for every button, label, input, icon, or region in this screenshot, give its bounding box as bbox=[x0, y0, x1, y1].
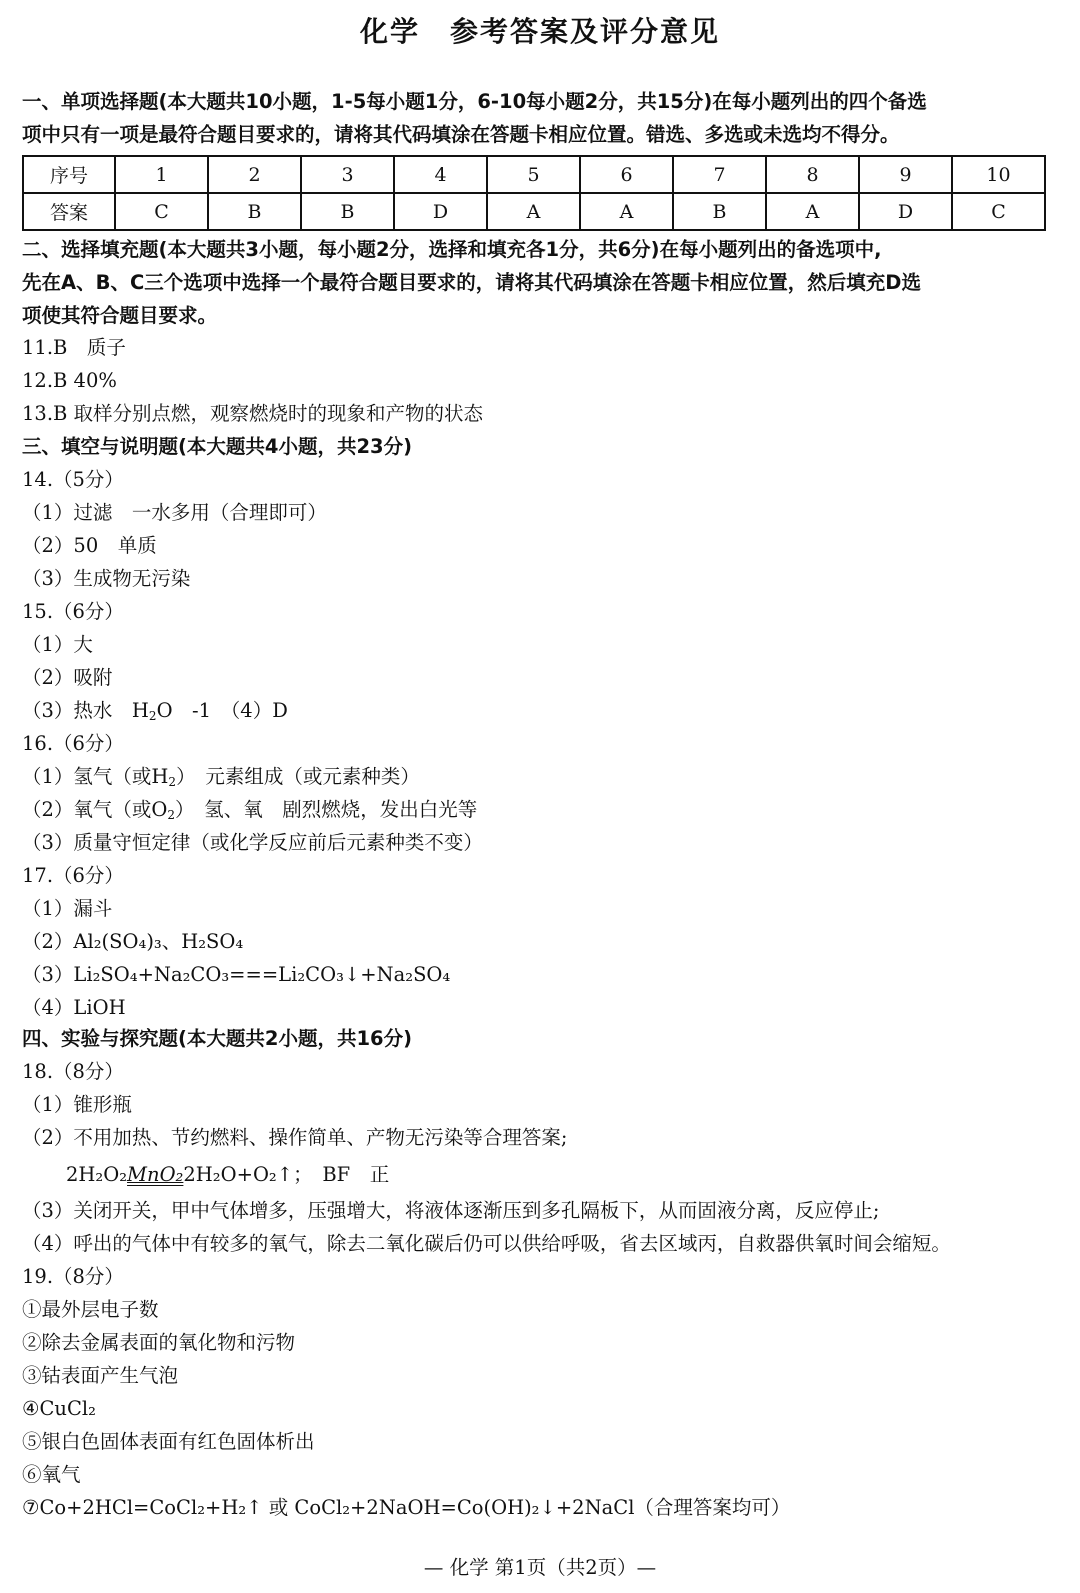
section2-heading-line3: 项使其符合题目要求。 bbox=[22, 304, 218, 327]
q14-heading: 14.（5分） bbox=[22, 468, 124, 491]
q17-answer-3: （3）Li₂SO₄+Na₂CO₃===Li₂CO₃↓+Na₂SO₄ bbox=[22, 963, 451, 986]
q18-answer-1: （1）锥形瓶 bbox=[22, 1093, 132, 1116]
q19-answer-5: ⑤银白色固体表面有红色固体析出 bbox=[22, 1430, 315, 1453]
q19-answer-6: ⑥氧气 bbox=[22, 1463, 81, 1486]
answer-table bbox=[22, 155, 1046, 231]
equation-products: 2H₂O+O₂↑； BF 正 bbox=[183, 1163, 390, 1186]
q19-heading: 19.（8分） bbox=[22, 1265, 124, 1288]
q15-answer-3: （3）热水 $H_2O$ -1 （4）D bbox=[22, 699, 288, 723]
q17-answer-4: （4）LiOH bbox=[22, 996, 126, 1019]
table-cell: A bbox=[766, 193, 859, 230]
q17-answer-1: （1）漏斗 bbox=[22, 897, 113, 920]
q14-answer-2: （2）50 单质 bbox=[22, 534, 157, 557]
table-cell: A bbox=[580, 193, 673, 230]
table-cell: 5 bbox=[487, 156, 580, 193]
table-cell: B bbox=[208, 193, 301, 230]
section2-heading bbox=[22, 233, 1062, 332]
q16-answer-1: （1）氢气（或$H_2$） 元素组成（或元素种类） bbox=[22, 765, 420, 789]
q15-answer-2: （2）吸附 bbox=[22, 666, 113, 689]
table-cell: 6 bbox=[580, 156, 673, 193]
q18-answer-3: （3）关闭开关，甲中气体增多，压强增大，将液体逐渐压到多孔隔板下，从而固液分离，反应停止; bbox=[22, 1199, 880, 1222]
table-cell: 3 bbox=[301, 156, 394, 193]
q14-answer-3: （3）生成物无污染 bbox=[22, 567, 191, 590]
q17-answer-2: （2）Al₂(SO₄)₃、H₂SO₄ bbox=[22, 930, 244, 953]
q19-answer-3: ③钴表面产生气泡 bbox=[22, 1364, 179, 1387]
q16-heading: 16.（6分） bbox=[22, 732, 124, 755]
q19-answer-7: ⑦Co+2HCl=CoCl₂+H₂↑ 或 CoCl₂+2NaOH=Co(OH)₂↓+2NaCl（合理答案均可） bbox=[22, 1496, 791, 1519]
q15-heading: 15.（6分） bbox=[22, 600, 124, 623]
answer-12: 12.B 40% bbox=[22, 369, 117, 392]
section2-heading-line1: 二、选择填充题(本大题共3小题，每小题2分，选择和填充各1分，共6分)在每小题列出的备选项中, bbox=[22, 238, 882, 261]
q19-answer-1: ①最外层电子数 bbox=[22, 1298, 159, 1321]
table-cell: B bbox=[673, 193, 766, 230]
table-cell: 8 bbox=[766, 156, 859, 193]
table-cell: D bbox=[394, 193, 487, 230]
table-cell: A bbox=[487, 193, 580, 230]
table-cell: 1 bbox=[115, 156, 208, 193]
answer-13: 13.B 取样分别点燃，观察燃烧时的现象和产物的状态 bbox=[22, 402, 484, 425]
section1-heading-line1: 一、单项选择题(本大题共10小题，1-5每小题1分，6-10每小题2分，共15分)在每小题列出的四个备选 bbox=[22, 90, 927, 113]
equation-catalyst: MnO₂ bbox=[127, 1163, 184, 1186]
q18-answer-2: （2）不用加热、节约燃料、操作简单、产物无污染等合理答案; bbox=[22, 1126, 568, 1149]
table-header-number: 序号 bbox=[23, 156, 115, 193]
answer-11: 11.B 质子 bbox=[22, 336, 126, 359]
table-cell: 4 bbox=[394, 156, 487, 193]
q19-answer-2: ②除去金属表面的氧化物和污物 bbox=[22, 1331, 296, 1354]
table-cell: C bbox=[952, 193, 1045, 230]
q18-answer-4: （4）呼出的气体中有较多的氧气，除去二氧化碳后仍可以供给呼吸，省去区域丙，自救器供氧时间会缩短。 bbox=[22, 1232, 951, 1255]
q14-answer-1: （1）过滤 一水多用（合理即可） bbox=[22, 501, 327, 524]
table-cell: 9 bbox=[859, 156, 952, 193]
table-header-answer: 答案 bbox=[23, 193, 115, 230]
q16-answer-3: （3）质量守恒定律（或化学反应前后元素种类不变） bbox=[22, 831, 483, 854]
table-cell: 10 bbox=[952, 156, 1045, 193]
q17-heading: 17.（6分） bbox=[22, 864, 124, 887]
table-cell: B bbox=[301, 193, 394, 230]
q15-answer-1: （1）大 bbox=[22, 633, 93, 656]
table-row bbox=[23, 193, 1045, 230]
equation-reactant: 2H₂O₂ bbox=[66, 1163, 128, 1186]
page-title: 化学 参考答案及评分意见 bbox=[359, 15, 720, 48]
section1-heading bbox=[22, 85, 1062, 151]
q18-heading: 18.（8分） bbox=[22, 1060, 124, 1083]
q18-equation bbox=[66, 1160, 1080, 1190]
page-footer: — 化学 第1页（共2页）— bbox=[423, 1556, 657, 1579]
section4-heading: 四、实验与探究题(本大题共2小题，共16分) bbox=[22, 1027, 413, 1050]
table-row bbox=[23, 156, 1045, 193]
section3-heading: 三、填空与说明题(本大题共4小题，共23分) bbox=[22, 435, 413, 458]
table-cell: C bbox=[115, 193, 208, 230]
table-cell: D bbox=[859, 193, 952, 230]
q16-answer-2: （2）氧气（或$O_2$） 氢、氧 剧烈燃烧，发出白光等 bbox=[22, 798, 478, 822]
table-cell: 7 bbox=[673, 156, 766, 193]
section1-heading-line2: 项中只有一项是最符合题目要求的，请将其代码填涂在答题卡相应位置。错选、多选或未选均不得分。 bbox=[22, 123, 900, 146]
section2-heading-line2: 先在A、B、C三个选项中选择一个最符合题目要求的，请将其代码填涂在答题卡相应位置，然后填充D选 bbox=[22, 271, 921, 294]
q19-answer-4: ④CuCl₂ bbox=[22, 1397, 96, 1420]
table-cell: 2 bbox=[208, 156, 301, 193]
